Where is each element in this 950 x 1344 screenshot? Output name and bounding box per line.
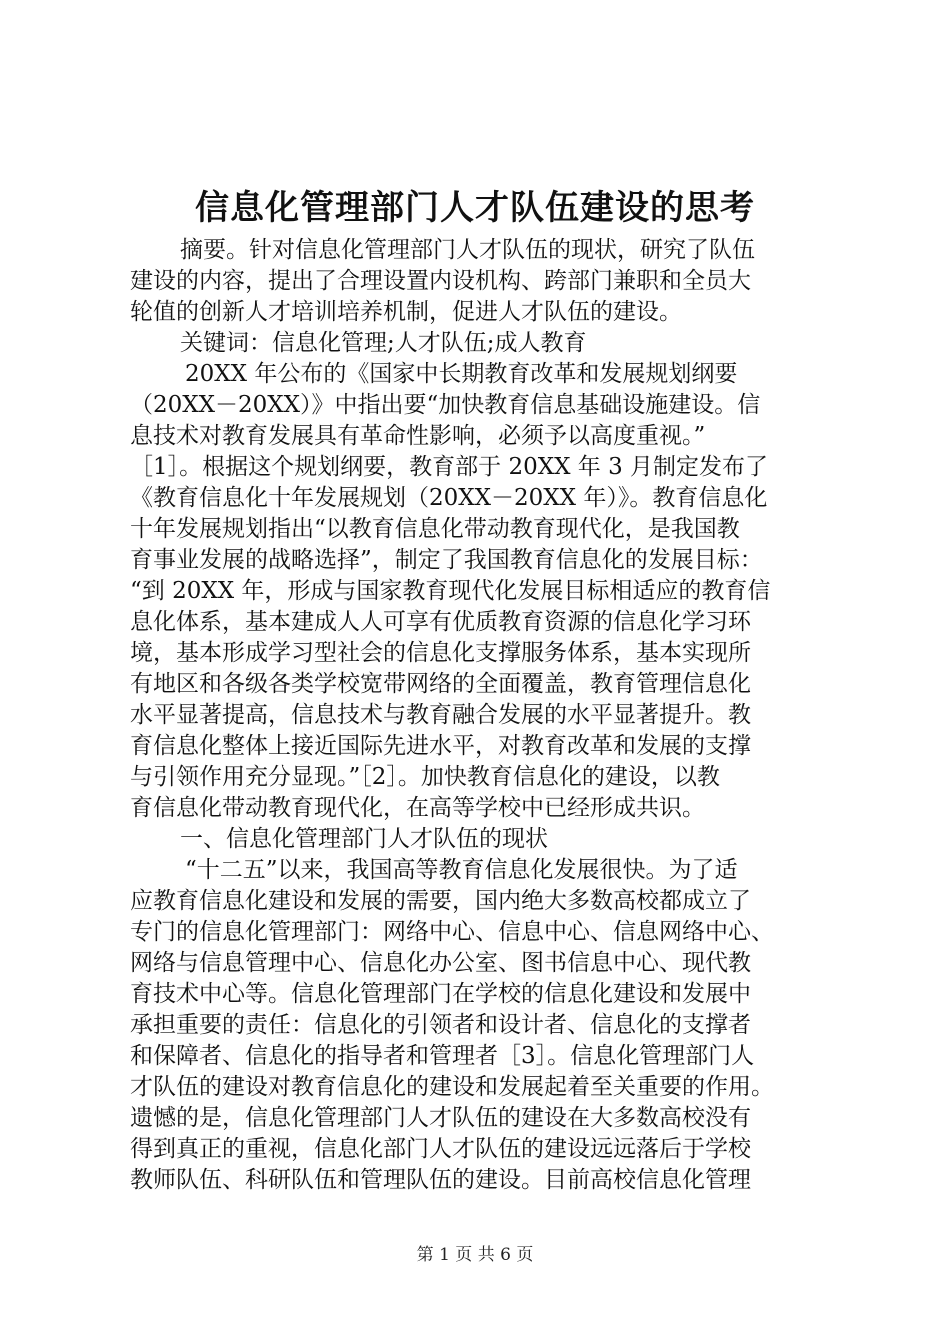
document-body	[130, 235, 830, 1196]
paragraph-line: ［1］。根据这个规划纲要，教育部于 20XX 年 3 月制定发布了	[130, 454, 769, 480]
paragraph-line: 十年发展规划指出“以教育信息化带动教育现代化，是我国教	[130, 516, 740, 542]
paragraph-line: 息技术对教育发展具有革命性影响，必须予以高度重视。”	[130, 423, 706, 449]
paragraph-line: 遗憾的是，信息化管理部门人才队伍的建设在大多数高校没有	[130, 1105, 751, 1131]
paragraph-line: 育信息化整体上接近国际先进水平，对教育改革和发展的支撑	[130, 733, 751, 759]
paragraph-line: 20XX 年公布的《国家中长期教育改革和发展规划纲要	[185, 361, 738, 387]
paragraph-line: 承担重要的责任：信息化的引领者和设计者、信息化的支撑者	[130, 1012, 751, 1038]
paragraph-line: 《教育信息化十年发展规划（20XX－20XX 年）》。教育信息化	[130, 485, 768, 511]
paragraph-line: （20XX－20XX）》中指出要“加快教育信息基础设施建设。信	[130, 392, 761, 418]
paragraph-line: 得到真正的重视，信息化部门人才队伍的建设远远落后于学校	[130, 1136, 751, 1162]
document-title: 信息化管理部门人才队伍建设的思考	[195, 188, 755, 228]
paragraph-line: “十二五”以来，我国高等教育信息化发展很快。为了适	[185, 857, 738, 883]
section-heading: 一、信息化管理部门人才队伍的现状	[180, 826, 548, 852]
paragraph-line: 育信息化带动教育现代化，在高等学校中已经形成共识。	[130, 795, 705, 821]
abstract-line: 轮值的创新人才培训培养机制，促进人才队伍的建设。	[130, 299, 682, 325]
paragraph-line: 境，基本形成学习型社会的信息化支撑服务体系，基本实现所	[130, 640, 751, 666]
paragraph-line: 教师队伍、科研队伍和管理队伍的建设。目前高校信息化管理	[130, 1167, 751, 1193]
paragraph-line: 和保障者、信息化的指导者和管理者［3］。信息化管理部门人	[130, 1043, 755, 1069]
paragraph-line: 水平显著提高，信息技术与教育融合发展的水平显著提升。教	[130, 702, 751, 728]
paragraph-line: “到 20XX 年，形成与国家教育现代化发展目标相适应的教育信	[130, 578, 771, 604]
paragraph-line: 网络与信息管理中心、信息化办公室、图书信息中心、现代教	[130, 950, 751, 976]
paragraph-line: 专门的信息化管理部门：网络中心、信息中心、信息网络中心、	[130, 919, 774, 945]
paragraph-line: 育事业发展的战略选择”，制定了我国教育信息化的发展目标：	[130, 547, 763, 573]
keywords-line: 关键词：信息化管理;人才队伍;成人教育	[180, 330, 587, 356]
paragraph-line: 才队伍的建设对教育信息化的建设和发展起着至关重要的作用。	[130, 1074, 774, 1100]
paragraph-line: 有地区和各级各类学校宽带网络的全面覆盖，教育管理信息化	[130, 671, 751, 697]
paragraph-line: 应教育信息化建设和发展的需要，国内绝大多数高校都成立了	[130, 888, 751, 914]
paragraph-line: 育技术中心等。信息化管理部门在学校的信息化建设和发展中	[130, 981, 751, 1007]
paragraph-line: 息化体系，基本建成人人可享有优质教育资源的信息化学习环	[130, 609, 751, 635]
paragraph-line: 与引领作用充分显现。”［2］。加快教育信息化的建设，以教	[130, 764, 720, 790]
abstract-line: 建设的内容，提出了合理设置内设机构、跨部门兼职和全员大	[130, 268, 751, 294]
abstract-line: 摘要。针对信息化管理部门人才队伍的现状，研究了队伍	[180, 237, 755, 263]
page-footer: 第 1 页 共 6 页	[416, 1245, 534, 1265]
